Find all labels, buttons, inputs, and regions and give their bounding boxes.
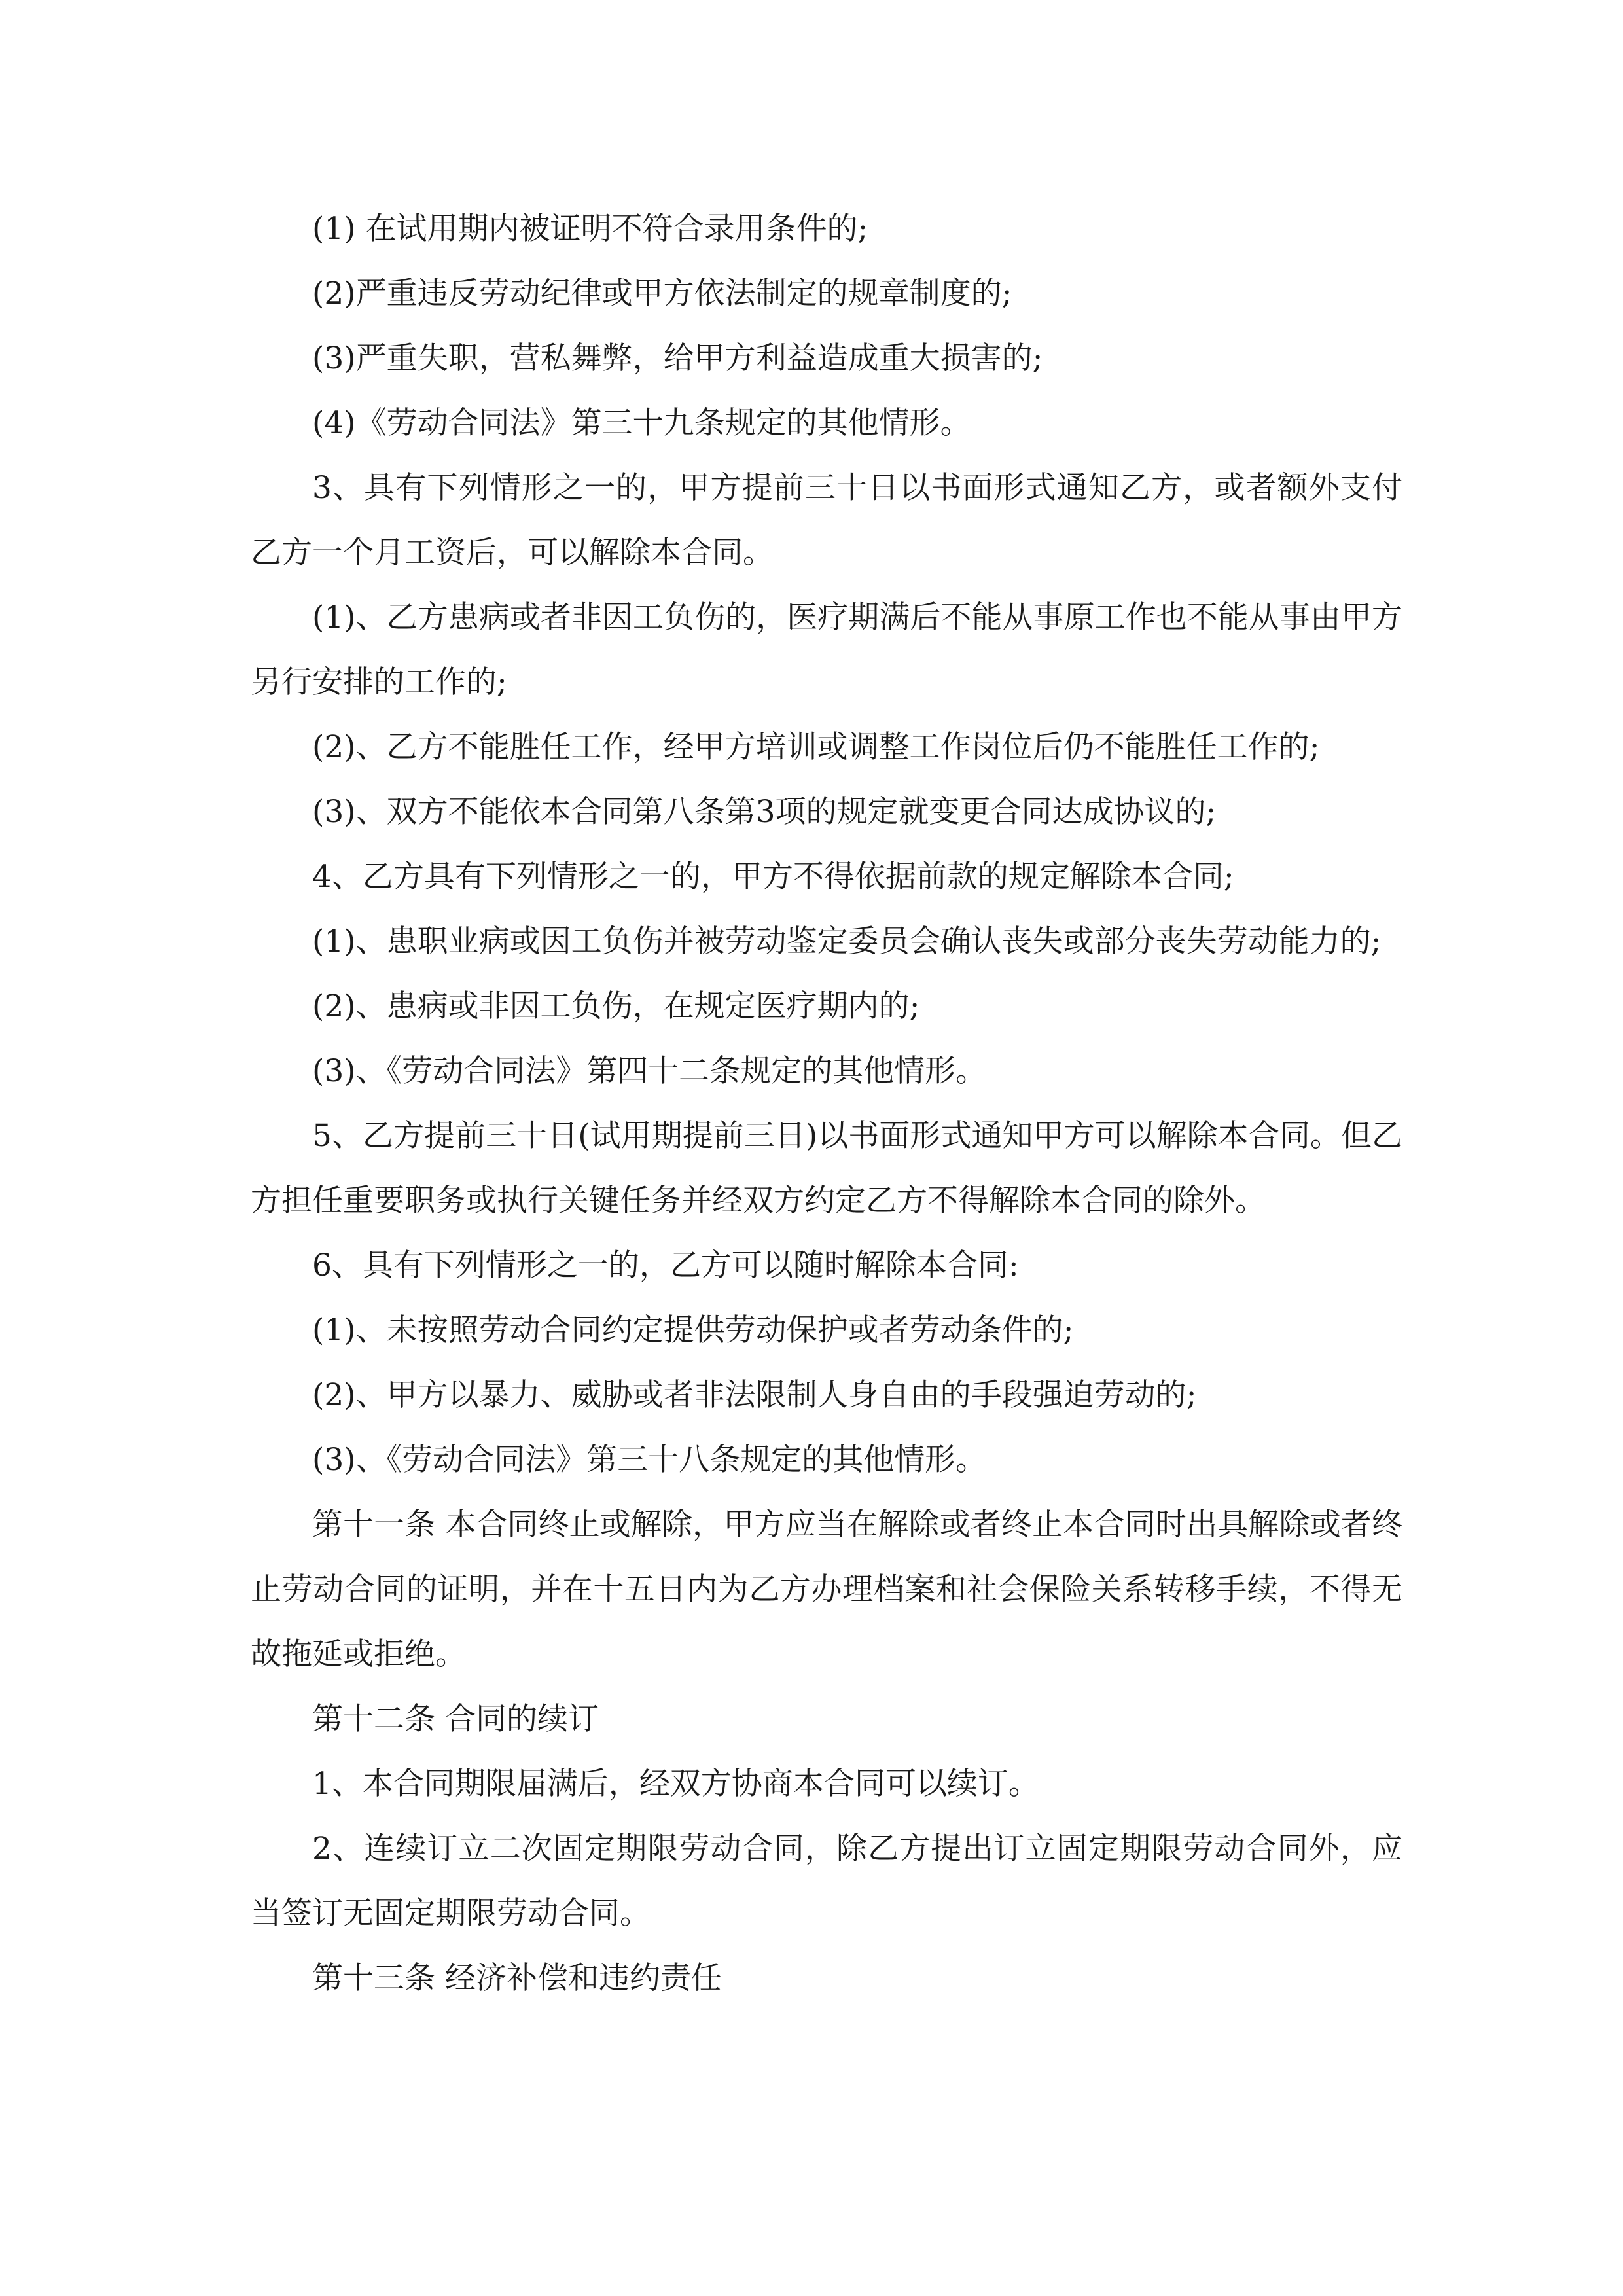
- paragraph: (2)、乙方不能胜任工作，经甲方培训或调整工作岗位后仍不能胜任工作的;: [312, 729, 1320, 765]
- paragraph: 5、乙方提前三十日(试用期提前三日)以书面形式通知甲方可以解除本合同。但乙方担任重要职务或执行关键任务并经双方约定乙方不得解除本合同的除外。: [251, 1118, 1402, 1219]
- paragraph: 第十二条 合同的续订: [312, 1701, 599, 1737]
- paragraph: (1)、患职业病或因工负伤并被劳动鉴定委员会确认丧失或部分丧失劳动能力的;: [312, 924, 1382, 960]
- paragraph: (3)严重失职，营私舞弊，给甲方利益造成重大损害的;: [312, 340, 1043, 376]
- paragraph: 第十三条 经济补偿和违约责任: [312, 1960, 722, 1996]
- paragraph: (4)《劳动合同法》第三十九条规定的其他情形。: [312, 405, 971, 441]
- paragraph: (1)、乙方患病或者非因工负伤的，医疗期满后不能从事原工作也不能从事由甲方另行安排的工作的;: [251, 600, 1402, 700]
- paragraph: (2)严重违反劳动纪律或甲方依法制定的规章制度的;: [312, 276, 1012, 312]
- paragraph: (3)、《劳动合同法》第四十二条规定的其他情形。: [312, 1053, 987, 1089]
- paragraph: (3)、双方不能依本合同第八条第3项的规定就变更合同达成协议的;: [312, 794, 1217, 830]
- paragraph: (3)、《劳动合同法》第三十八条规定的其他情形。: [312, 1442, 987, 1478]
- document-body: [251, 196, 1402, 2011]
- paragraph: 4、乙方具有下列情形之一的，甲方不得依据前款的规定解除本合同;: [312, 859, 1234, 895]
- paragraph: 3、具有下列情形之一的，甲方提前三十日以书面形式通知乙方，或者额外支付乙方一个月工资后，可以解除本合同。: [251, 470, 1402, 571]
- paragraph: 1、本合同期限届满后，经双方协商本合同可以续订。: [312, 1766, 1039, 1802]
- paragraph: 6、具有下列情形之一的，乙方可以随时解除本合同:: [312, 1247, 1019, 1283]
- paragraph: (2)、患病或非因工负伤，在规定医疗期内的;: [312, 988, 920, 1024]
- paragraph: 第十一条 本合同终止或解除，甲方应当在解除或者终止本合同时出具解除或者终止劳动合同的证明，并在十五日内为乙方办理档案和社会保险关系转移手续，不得无故拖延或拒绝。: [251, 1507, 1402, 1672]
- paragraph: (2)、甲方以暴力、威胁或者非法限制人身自由的手段强迫劳动的;: [312, 1377, 1197, 1413]
- paragraph: 2、连续订立二次固定期限劳动合同，除乙方提出订立固定期限劳动合同外，应当签订无固定期限劳动合同。: [251, 1831, 1402, 1931]
- paragraph: (1)、未按照劳动合同约定提供劳动保护或者劳动条件的;: [312, 1312, 1074, 1348]
- paragraph: (1) 在试用期内被证明不符合录用条件的;: [312, 211, 868, 247]
